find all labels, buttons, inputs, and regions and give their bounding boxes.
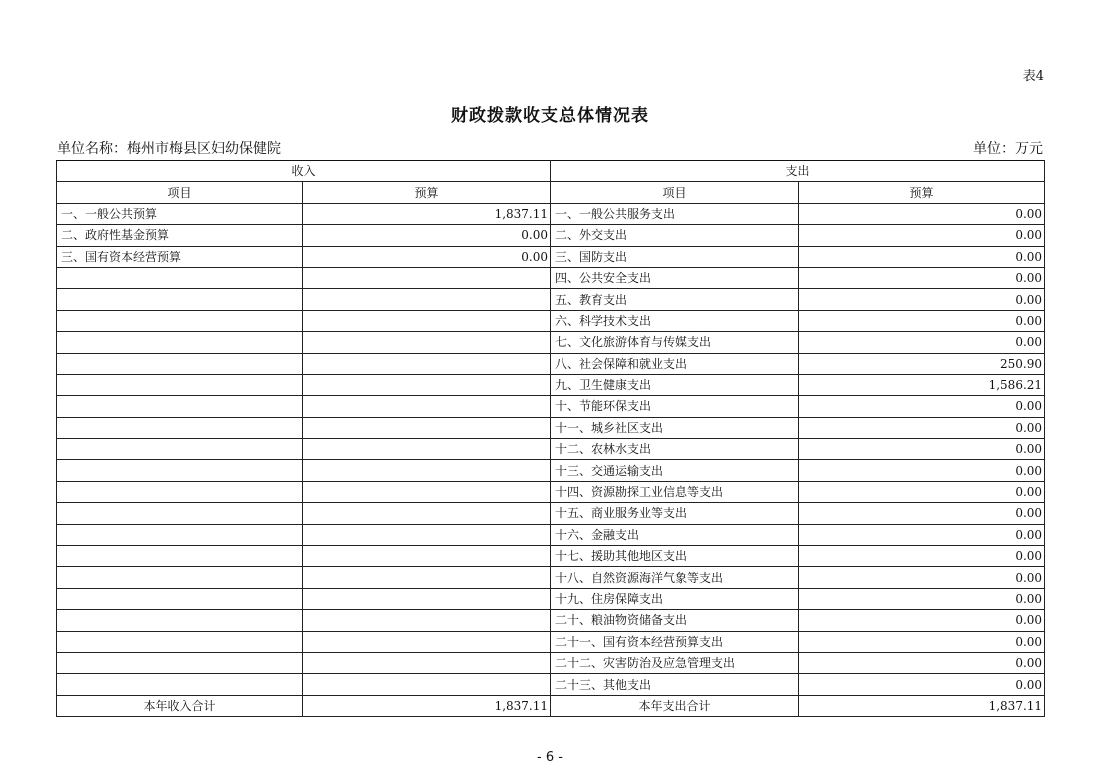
expense-item-cell: 二十二、灾害防治及应急管理支出 <box>551 652 799 673</box>
expense-item-cell: 十二、农林水支出 <box>551 439 799 460</box>
expense-item-cell: 十九、住房保障支出 <box>551 588 799 609</box>
income-item-cell: 一、一般公共预算 <box>57 203 303 224</box>
income-item-cell <box>57 439 303 460</box>
table-row <box>57 332 1045 353</box>
expense-item-cell: 二十三、其他支出 <box>551 674 799 695</box>
expense-value-cell: 0.00 <box>799 460 1045 481</box>
expense-header: 支出 <box>551 161 1045 182</box>
income-item-cell <box>57 546 303 567</box>
income-value-cell <box>303 674 551 695</box>
table-row <box>57 203 1045 224</box>
expense-item-cell: 二十一、国有资本经营预算支出 <box>551 631 799 652</box>
income-value-cell <box>303 524 551 545</box>
table-row <box>57 417 1045 438</box>
table-row <box>57 610 1045 631</box>
expense-item-cell: 十三、交通运输支出 <box>551 460 799 481</box>
income-item-cell <box>57 524 303 545</box>
income-value-cell <box>303 503 551 524</box>
expense-value-cell: 0.00 <box>799 417 1045 438</box>
budget-table <box>56 160 1045 717</box>
table-row <box>57 567 1045 588</box>
income-item-cell <box>57 588 303 609</box>
expense-item-header: 项目 <box>551 182 799 203</box>
column-header-row <box>57 182 1045 203</box>
table-row <box>57 631 1045 652</box>
expense-item-cell: 九、卫生健康支出 <box>551 374 799 395</box>
income-item-cell <box>57 289 303 310</box>
table-number: 表4 <box>1022 69 1044 84</box>
section-header-row <box>57 161 1045 182</box>
table-row <box>57 225 1045 246</box>
table-row <box>57 481 1045 502</box>
totals-row <box>57 695 1045 716</box>
unit-name: 单位名称：梅州市梅县区妇幼保健院 <box>57 141 281 157</box>
table-row <box>57 674 1045 695</box>
expense-value-cell: 0.00 <box>799 267 1045 288</box>
income-item-cell <box>57 267 303 288</box>
currency-unit: 单位：万元 <box>973 141 1043 157</box>
document-title: 财政拨款收支总体情况表 <box>451 106 649 126</box>
income-item-cell <box>57 310 303 331</box>
table-row <box>57 246 1045 267</box>
expense-budget-header: 预算 <box>799 182 1045 203</box>
expense-value-cell: 0.00 <box>799 396 1045 417</box>
income-item-cell <box>57 417 303 438</box>
income-item-header: 项目 <box>57 182 303 203</box>
income-value-cell <box>303 374 551 395</box>
expense-value-cell: 0.00 <box>799 225 1045 246</box>
income-item-cell <box>57 374 303 395</box>
income-header: 收入 <box>57 161 551 182</box>
income-budget-header: 预算 <box>303 182 551 203</box>
table-row <box>57 289 1045 310</box>
income-value-cell <box>303 631 551 652</box>
expense-value-cell: 0.00 <box>799 631 1045 652</box>
expense-item-cell: 二、外交支出 <box>551 225 799 246</box>
income-total-label: 本年收入合计 <box>57 695 303 716</box>
income-value-cell <box>303 567 551 588</box>
income-value-cell <box>303 396 551 417</box>
income-value-cell <box>303 332 551 353</box>
expense-value-cell: 0.00 <box>799 546 1045 567</box>
income-value-cell: 0.00 <box>303 246 551 267</box>
expense-value-cell: 1,586.21 <box>799 374 1045 395</box>
income-item-cell <box>57 503 303 524</box>
expense-item-cell: 十、节能环保支出 <box>551 396 799 417</box>
expense-value-cell: 250.90 <box>799 353 1045 374</box>
income-item-cell <box>57 353 303 374</box>
income-item-cell <box>57 460 303 481</box>
table-row <box>57 588 1045 609</box>
expense-value-cell: 0.00 <box>799 674 1045 695</box>
expense-item-cell: 七、文化旅游体育与传媒支出 <box>551 332 799 353</box>
income-item-cell <box>57 481 303 502</box>
income-item-cell <box>57 567 303 588</box>
expense-item-cell: 一、一般公共服务支出 <box>551 203 799 224</box>
expense-item-cell: 十八、自然资源海洋气象等支出 <box>551 567 799 588</box>
expense-item-cell: 六、科学技术支出 <box>551 310 799 331</box>
income-item-cell <box>57 332 303 353</box>
expense-total-label: 本年支出合计 <box>551 695 799 716</box>
table-row <box>57 267 1045 288</box>
income-value-cell <box>303 417 551 438</box>
table-row <box>57 652 1045 673</box>
expense-value-cell: 0.00 <box>799 524 1045 545</box>
table-row <box>57 374 1045 395</box>
expense-value-cell: 0.00 <box>799 203 1045 224</box>
expense-item-cell: 八、社会保障和就业支出 <box>551 353 799 374</box>
income-value-cell <box>303 439 551 460</box>
income-item-cell: 二、政府性基金预算 <box>57 225 303 246</box>
expense-value-cell: 0.00 <box>799 652 1045 673</box>
expense-item-cell: 十六、金融支出 <box>551 524 799 545</box>
income-total-value: 1,837.11 <box>303 695 551 716</box>
expense-item-cell: 二十、粮油物资储备支出 <box>551 610 799 631</box>
expense-value-cell: 0.00 <box>799 503 1045 524</box>
expense-value-cell: 0.00 <box>799 246 1045 267</box>
income-item-cell <box>57 610 303 631</box>
income-item-cell: 三、国有资本经营预算 <box>57 246 303 267</box>
expense-item-cell: 三、国防支出 <box>551 246 799 267</box>
income-item-cell <box>57 652 303 673</box>
income-item-cell <box>57 674 303 695</box>
table-row <box>57 460 1045 481</box>
income-value-cell <box>303 610 551 631</box>
expense-value-cell: 0.00 <box>799 588 1045 609</box>
expense-value-cell: 0.00 <box>799 567 1045 588</box>
table-row <box>57 439 1045 460</box>
expense-item-cell: 十一、城乡社区支出 <box>551 417 799 438</box>
table-row <box>57 546 1045 567</box>
income-value-cell <box>303 310 551 331</box>
expense-value-cell: 0.00 <box>799 289 1045 310</box>
income-value-cell: 0.00 <box>303 225 551 246</box>
income-item-cell <box>57 631 303 652</box>
income-value-cell <box>303 588 551 609</box>
expense-value-cell: 0.00 <box>799 310 1045 331</box>
table-row <box>57 524 1045 545</box>
table-row <box>57 503 1045 524</box>
income-value-cell <box>303 652 551 673</box>
expense-value-cell: 0.00 <box>799 481 1045 502</box>
expense-value-cell: 0.00 <box>799 439 1045 460</box>
income-value-cell <box>303 267 551 288</box>
income-value-cell <box>303 481 551 502</box>
expense-item-cell: 十五、商业服务业等支出 <box>551 503 799 524</box>
expense-item-cell: 四、公共安全支出 <box>551 267 799 288</box>
expense-value-cell: 0.00 <box>799 610 1045 631</box>
expense-value-cell: 0.00 <box>799 332 1045 353</box>
income-value-cell: 1,837.11 <box>303 203 551 224</box>
income-item-cell <box>57 396 303 417</box>
income-value-cell <box>303 546 551 567</box>
income-value-cell <box>303 460 551 481</box>
table-row <box>57 310 1045 331</box>
expense-item-cell: 十七、援助其他地区支出 <box>551 546 799 567</box>
income-value-cell <box>303 353 551 374</box>
expense-item-cell: 五、教育支出 <box>551 289 799 310</box>
expense-item-cell: 十四、资源勘探工业信息等支出 <box>551 481 799 502</box>
page-number: - 6 - <box>537 750 563 765</box>
income-value-cell <box>303 289 551 310</box>
expense-total-value: 1,837.11 <box>799 695 1045 716</box>
table-row <box>57 353 1045 374</box>
table-row <box>57 396 1045 417</box>
